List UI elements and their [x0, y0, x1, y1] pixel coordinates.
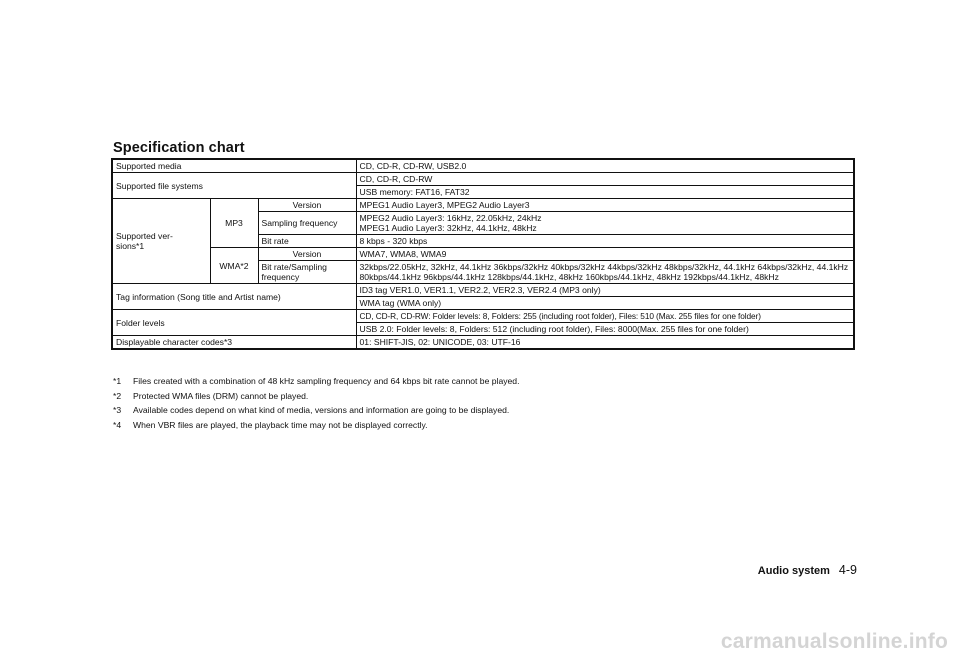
- page-number: 4-9: [838, 563, 857, 577]
- supported-versions-label: Supported ver- sions*1: [112, 199, 210, 284]
- table-row: [112, 336, 854, 350]
- footnote-mark: *3: [113, 405, 122, 416]
- folder-levels-value: USB 2.0: Folder levels: 8, Folders: 512 (including root folder), Files: 8000(Max. 255 files for one folder): [356, 323, 854, 336]
- mp3-version-label: Version: [258, 199, 356, 212]
- file-systems-label: Supported file systems: [112, 173, 356, 199]
- footnote-text: Available codes depend on what kind of media, versions and information are going to be displayed.: [133, 405, 510, 416]
- mp3-bitrate-value: 8 kbps - 320 kbps: [356, 235, 854, 248]
- tag-info-label: Tag information (Song title and Artist name): [112, 284, 356, 310]
- footnote: [113, 418, 519, 433]
- char-codes-label: Displayable character codes*3: [112, 336, 356, 350]
- footnotes: [113, 374, 519, 432]
- footnote-text: When VBR files are played, the playback time may not be displayed correctly.: [133, 419, 428, 430]
- footnote-mark: *2: [113, 390, 122, 401]
- file-systems-value: USB memory: FAT16, FAT32: [356, 186, 854, 199]
- mp3-sampling-value: MPEG2 Audio Layer3: 16kHz, 22.05kHz, 24kHz MPEG1 Audio Layer3: 32kHz, 44.1kHz, 48kHz: [356, 212, 854, 235]
- page-title: Specification chart: [113, 140, 245, 156]
- table-row: [112, 173, 854, 186]
- specification-table: [111, 158, 855, 350]
- section-name: Audio system: [757, 565, 830, 577]
- footnote-mark: *4: [113, 419, 122, 430]
- wma-version-value: WMA7, WMA8, WMA9: [356, 248, 854, 261]
- page-footer: [758, 563, 857, 577]
- wma-bitrate-label: Bit rate/Sampling frequency: [258, 261, 356, 284]
- table-row: [112, 248, 854, 261]
- tag-info-value: WMA tag (WMA only): [356, 297, 854, 310]
- footnote: [113, 374, 519, 389]
- wma-label: WMA*2: [210, 248, 258, 284]
- char-codes-value: 01: SHIFT-JIS, 02: UNICODE, 03: UTF-16: [356, 336, 854, 350]
- mp3-sampling-label: Sampling frequency: [258, 212, 356, 235]
- mp3-bitrate-label: Bit rate: [258, 235, 356, 248]
- footnote-text: Protected WMA files (DRM) cannot be played.: [133, 390, 309, 401]
- table-row: [112, 199, 854, 212]
- table-row: [112, 284, 854, 297]
- wma-version-label: Version: [258, 248, 356, 261]
- wma-bitrate-value: 32kbps/22.05kHz, 32kHz, 44.1kHz 36kbps/32kHz 40kbps/32kHz 44kbps/32kHz 48kbps/32kHz, 44.1kHz 64kbps/32kHz, 44.1kHz 80kbps/44.1kHz 96kbps/44.1kHz 128kbps/44.1kHz, 48kHz 160kbps/44.1kHz, 48kHz 192kbps/44.1kHz, 48kHz: [356, 261, 854, 284]
- file-systems-value: CD, CD-R, CD-RW: [356, 173, 854, 186]
- folder-levels-value: CD, CD-R, CD-RW: Folder levels: 8, Folders: 255 (including root folder), Files: 510 (Max. 255 files for one folder): [356, 310, 854, 323]
- footnote: [113, 403, 519, 418]
- footnote: [113, 389, 519, 404]
- footnote-mark: *1: [113, 376, 122, 386]
- mp3-label: MP3: [210, 199, 258, 248]
- folder-levels-label: Folder levels: [112, 310, 356, 336]
- table-row: [112, 159, 854, 173]
- table-row: [112, 310, 854, 323]
- supported-media-value: CD, CD-R, CD-RW, USB2.0: [356, 159, 854, 173]
- tag-info-value: ID3 tag VER1.0, VER1.1, VER2.2, VER2.3, VER2.4 (MP3 only): [356, 284, 854, 297]
- supported-media-label: Supported media: [112, 159, 356, 173]
- watermark: carmanualsonline.info: [720, 630, 948, 653]
- footnote-text: Files created with a combination of 48 kHz sampling frequency and 64 kbps bit rate cannot be played.: [133, 376, 520, 386]
- mp3-version-value: MPEG1 Audio Layer3, MPEG2 Audio Layer3: [356, 199, 854, 212]
